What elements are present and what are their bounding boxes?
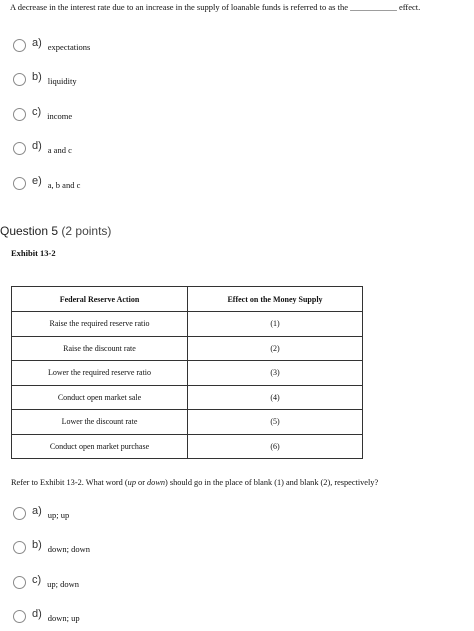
- table-cell: (1): [188, 312, 363, 337]
- option-text: up; up: [47, 510, 70, 520]
- prompt-text: or: [135, 478, 148, 487]
- option-text: expectations: [47, 42, 91, 52]
- column-header: Effect on the Money Supply: [188, 287, 363, 312]
- table-cell: (5): [188, 410, 363, 435]
- radio-button[interactable]: [13, 507, 26, 520]
- q5-option-b[interactable]: [13, 538, 90, 556]
- table-cell: Lower the required reserve ratio: [12, 361, 188, 386]
- q4-option-a[interactable]: [13, 36, 90, 54]
- table-row: [12, 361, 363, 386]
- option-letter: a): [32, 505, 42, 517]
- option-text: income: [47, 111, 73, 121]
- q5-option-c[interactable]: [13, 573, 79, 591]
- q4-option-d[interactable]: [13, 139, 72, 157]
- option-text: down; down: [47, 544, 91, 554]
- table-cell: Conduct open market purchase: [12, 434, 188, 459]
- question-points: (2 points): [61, 224, 112, 238]
- option-letter: d): [32, 608, 42, 620]
- prompt-text: Refer to Exhibit 13-2. What word (: [11, 478, 128, 487]
- option-text: a and c: [47, 145, 72, 155]
- table-cell: (3): [188, 361, 363, 386]
- table-row: [12, 385, 363, 410]
- q4-option-e[interactable]: [13, 174, 80, 192]
- option-letter: c): [32, 106, 42, 118]
- option-text: up; down: [47, 579, 80, 589]
- radio-button[interactable]: [13, 177, 26, 190]
- table-cell: (4): [188, 385, 363, 410]
- option-text: liquidity: [47, 76, 77, 86]
- radio-button[interactable]: [13, 39, 26, 52]
- q4-option-b[interactable]: [13, 70, 77, 88]
- table-cell: Conduct open market sale: [12, 385, 188, 410]
- option-text: a, b and c: [47, 180, 81, 190]
- option-letter: d): [32, 140, 42, 152]
- option-text: down; up: [47, 613, 80, 623]
- exhibit-title: Exhibit 13-2: [11, 248, 56, 258]
- question-5-header: [0, 224, 111, 238]
- radio-button[interactable]: [13, 73, 26, 86]
- table-row: [12, 410, 363, 435]
- q5-option-d[interactable]: [13, 607, 80, 625]
- table-cell: (2): [188, 336, 363, 361]
- prompt-emphasis-up: up: [127, 478, 136, 487]
- column-header: Federal Reserve Action: [12, 287, 188, 312]
- table-cell: Raise the required reserve ratio: [12, 312, 188, 337]
- option-letter: e): [32, 175, 42, 187]
- table-cell: Lower the discount rate: [12, 410, 188, 435]
- radio-button[interactable]: [13, 142, 26, 155]
- radio-button[interactable]: [13, 541, 26, 554]
- table-row: [12, 336, 363, 361]
- option-letter: a): [32, 37, 42, 49]
- prompt-text: ) should go in the place of blank (1) and blank (2), respectively?: [165, 478, 379, 487]
- exhibit-table: [11, 286, 363, 459]
- prompt-emphasis-down: down: [147, 478, 166, 487]
- option-letter: c): [32, 574, 42, 586]
- table-cell: (6): [188, 434, 363, 459]
- q4-option-c[interactable]: [13, 105, 72, 123]
- radio-button[interactable]: [13, 576, 26, 589]
- table-header-row: [12, 287, 363, 312]
- option-letter: b): [32, 71, 42, 83]
- table-cell: Raise the discount rate: [12, 336, 188, 361]
- question-4-stem: A decrease in the interest rate due to an increase in the supply of loanable funds is referred to as the ___________ effect.: [10, 2, 421, 12]
- table-row: [12, 434, 363, 459]
- option-letter: b): [32, 539, 42, 551]
- radio-button[interactable]: [13, 610, 26, 623]
- q5-option-a[interactable]: [13, 504, 69, 522]
- question-label: Question 5: [0, 224, 59, 238]
- table-row: [12, 312, 363, 337]
- radio-button[interactable]: [13, 108, 26, 121]
- question-5-prompt: [11, 478, 466, 487]
